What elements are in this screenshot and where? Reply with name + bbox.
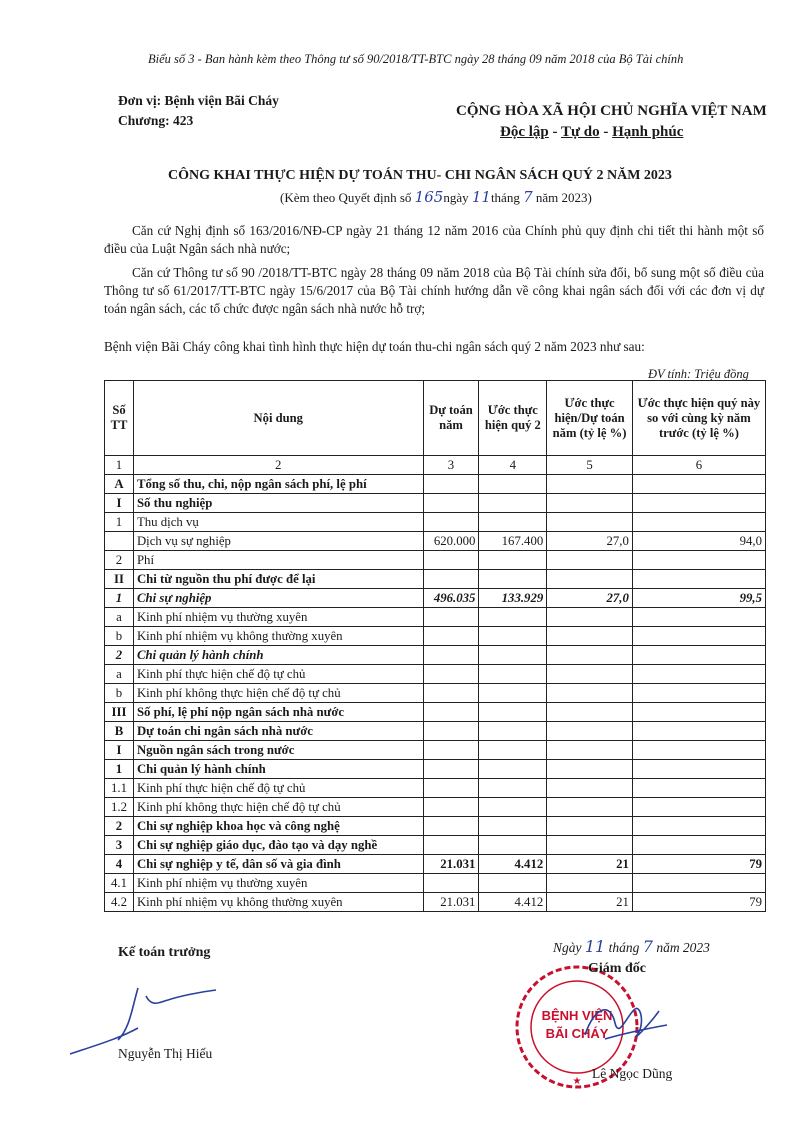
- row-content-cell: Dự toán chi ngân sách nhà nước: [133, 722, 423, 741]
- row-q2-estimate-cell: [479, 513, 547, 532]
- row-q2-estimate-cell: [479, 684, 547, 703]
- row-ratio-prev-year-cell: [632, 494, 765, 513]
- chief-accountant-title: Kế toán trưởng: [118, 945, 211, 960]
- row-ratio-prev-year-cell: [632, 608, 765, 627]
- table-row: [105, 798, 766, 817]
- row-content-cell: Chi sự nghiệp y tế, dân số và gia đình: [133, 855, 423, 874]
- row-content-cell: Chi quản lý hành chính: [133, 646, 423, 665]
- row-ratio-prev-year-cell: [632, 627, 765, 646]
- row-ratio-estimate-cell: [547, 665, 633, 684]
- row-stt-cell: 4.2: [105, 893, 134, 912]
- row-stt-cell: 4.1: [105, 874, 134, 893]
- row-stt-cell: 2: [105, 817, 134, 836]
- subtitle-text: (Kèm theo Quyết định số: [280, 190, 415, 205]
- row-content-cell: Kinh phí nhiệm vụ thường xuyên: [133, 608, 423, 627]
- stamp-line-2: BÃI CHÁY: [545, 1026, 609, 1041]
- signing-date: [553, 937, 710, 956]
- table-header-row: [105, 381, 766, 456]
- row-q2-estimate-cell: 133.929: [479, 589, 547, 608]
- row-annual-estimate-cell: [423, 874, 479, 893]
- table-row: [105, 475, 766, 494]
- row-stt-cell: 2: [105, 646, 134, 665]
- table-row: [105, 589, 766, 608]
- row-ratio-prev-year-cell: 99,5: [632, 589, 765, 608]
- row-annual-estimate-cell: 21.031: [423, 855, 479, 874]
- row-annual-estimate-cell: [423, 570, 479, 589]
- row-content-cell: Phí: [133, 551, 423, 570]
- col-header-q2-estimate: Ước thực hiện quý 2: [479, 381, 547, 456]
- row-q2-estimate-cell: 4.412: [479, 893, 547, 912]
- index-cell: 1: [105, 456, 134, 475]
- row-ratio-prev-year-cell: [632, 760, 765, 779]
- row-annual-estimate-cell: [423, 779, 479, 798]
- date-text: tháng: [605, 940, 643, 955]
- row-q2-estimate-cell: [479, 741, 547, 760]
- subtitle-text: năm 2023): [532, 190, 592, 205]
- row-q2-estimate-cell: [479, 817, 547, 836]
- row-ratio-estimate-cell: [547, 494, 633, 513]
- legal-basis-paragraph-1: [104, 222, 764, 258]
- row-content-cell: Chi sự nghiệp: [133, 589, 423, 608]
- paragraph-text: Căn cứ Nghị định số 163/2016/NĐ-CP ngày 21 tháng 12 năm 2016 của Chính phủ quy định chi tiết thi hành một số điều của Luật Ngân sách nhà nước;: [104, 223, 764, 256]
- subtitle-text: tháng: [490, 190, 524, 205]
- row-ratio-estimate-cell: [547, 627, 633, 646]
- row-ratio-prev-year-cell: [632, 513, 765, 532]
- row-ratio-prev-year-cell: [632, 722, 765, 741]
- row-q2-estimate-cell: [479, 646, 547, 665]
- row-stt-cell: 1: [105, 513, 134, 532]
- subtitle-text: ngày: [443, 190, 472, 205]
- unit-name: Đơn vị: Bệnh viện Bãi Cháy: [118, 93, 279, 108]
- table-row: [105, 703, 766, 722]
- row-stt-cell: b: [105, 684, 134, 703]
- table-row: [105, 874, 766, 893]
- row-annual-estimate-cell: 620.000: [423, 532, 479, 551]
- row-stt-cell: I: [105, 741, 134, 760]
- document-title: CÔNG KHAI THỰC HIỆN DỰ TOÁN THU- CHI NGÂN SÁCH QUÝ 2 NĂM 2023: [168, 168, 672, 183]
- row-q2-estimate-cell: [479, 874, 547, 893]
- row-q2-estimate-cell: [479, 665, 547, 684]
- row-ratio-estimate-cell: [547, 551, 633, 570]
- col-header-content: Nội dung: [133, 381, 423, 456]
- row-annual-estimate-cell: [423, 665, 479, 684]
- svg-text:★: ★: [572, 1076, 582, 1087]
- table-row: [105, 722, 766, 741]
- row-ratio-estimate-cell: [547, 684, 633, 703]
- budget-table: [104, 380, 766, 912]
- table-row: [105, 646, 766, 665]
- table-row: [105, 684, 766, 703]
- row-ratio-prev-year-cell: [632, 836, 765, 855]
- row-content-cell: Kinh phí thực hiện chế độ tự chủ: [133, 779, 423, 798]
- row-stt-cell: 2: [105, 551, 134, 570]
- col-header-stt: Số TT: [105, 381, 134, 456]
- row-ratio-estimate-cell: 21: [547, 855, 633, 874]
- table-row: [105, 551, 766, 570]
- row-ratio-estimate-cell: [547, 874, 633, 893]
- row-stt-cell: a: [105, 608, 134, 627]
- row-annual-estimate-cell: [423, 627, 479, 646]
- stamp-line-1: BỆNH VIỆN: [541, 1008, 613, 1023]
- row-annual-estimate-cell: [423, 513, 479, 532]
- table-row: [105, 570, 766, 589]
- row-stt-cell: b: [105, 627, 134, 646]
- row-q2-estimate-cell: [479, 779, 547, 798]
- row-ratio-prev-year-cell: [632, 741, 765, 760]
- row-ratio-prev-year-cell: [632, 798, 765, 817]
- row-ratio-prev-year-cell: 79: [632, 893, 765, 912]
- row-q2-estimate-cell: [479, 608, 547, 627]
- nation-title: CỘNG HÒA XÃ HỘI CHỦ NGHĨA VIỆT NAM: [456, 103, 767, 119]
- index-cell: 3: [423, 456, 479, 475]
- row-ratio-estimate-cell: [547, 741, 633, 760]
- row-ratio-estimate-cell: [547, 779, 633, 798]
- table-row: [105, 817, 766, 836]
- row-ratio-estimate-cell: [547, 722, 633, 741]
- row-annual-estimate-cell: [423, 684, 479, 703]
- header-note: Biểu số 3 - Ban hành kèm theo Thông tư số 90/2018/TT-BTC ngày 28 tháng 09 năm 2018 của Bộ Tài chính: [148, 52, 684, 66]
- row-ratio-prev-year-cell: [632, 665, 765, 684]
- row-stt-cell: a: [105, 665, 134, 684]
- motto-sep: -: [548, 124, 561, 140]
- row-ratio-prev-year-cell: [632, 874, 765, 893]
- row-stt-cell: 1: [105, 760, 134, 779]
- row-ratio-estimate-cell: 27,0: [547, 589, 633, 608]
- table-row: [105, 760, 766, 779]
- table-row: [105, 855, 766, 874]
- row-q2-estimate-cell: [479, 494, 547, 513]
- table-row: [105, 608, 766, 627]
- row-stt-cell: II: [105, 570, 134, 589]
- handwritten-decision-number: 165: [414, 188, 444, 206]
- row-annual-estimate-cell: [423, 551, 479, 570]
- intro-paragraph: [104, 338, 764, 356]
- row-stt-cell: III: [105, 703, 134, 722]
- row-content-cell: Kinh phí không thực hiện chế độ tự chủ: [133, 684, 423, 703]
- row-content-cell: Dịch vụ sự nghiệp: [133, 532, 423, 551]
- row-q2-estimate-cell: [479, 703, 547, 722]
- row-content-cell: Chi từ nguồn thu phí được để lại: [133, 570, 423, 589]
- chapter-code: Chương: 423: [118, 113, 194, 128]
- table-row: [105, 836, 766, 855]
- row-stt-cell: 4: [105, 855, 134, 874]
- row-annual-estimate-cell: [423, 494, 479, 513]
- row-content-cell: Số thu nghiệp: [133, 494, 423, 513]
- table-row: [105, 494, 766, 513]
- table-row: [105, 741, 766, 760]
- row-stt-cell: 1: [105, 589, 134, 608]
- row-annual-estimate-cell: 21.031: [423, 893, 479, 912]
- legal-basis-paragraph-2: [104, 264, 764, 318]
- row-q2-estimate-cell: [479, 475, 547, 494]
- motto-part: Tự do: [560, 124, 600, 140]
- row-annual-estimate-cell: [423, 798, 479, 817]
- row-content-cell: Chi quản lý hành chính: [133, 760, 423, 779]
- row-stt-cell: I: [105, 494, 134, 513]
- row-annual-estimate-cell: [423, 741, 479, 760]
- motto-part: Hạnh phúc: [612, 124, 684, 140]
- row-q2-estimate-cell: [479, 551, 547, 570]
- row-q2-estimate-cell: 4.412: [479, 855, 547, 874]
- row-ratio-estimate-cell: [547, 646, 633, 665]
- row-ratio-estimate-cell: 21: [547, 893, 633, 912]
- row-annual-estimate-cell: [423, 817, 479, 836]
- row-stt-cell: 1.1: [105, 779, 134, 798]
- paragraph-text: Bệnh viện Bãi Cháy công khai tình hình thực hiện dự toán thu-chi ngân sách quý 2 năm 2023 như sau:: [104, 339, 645, 354]
- row-stt-cell: A: [105, 475, 134, 494]
- table-row: [105, 532, 766, 551]
- table-row: [105, 513, 766, 532]
- index-cell: 6: [632, 456, 765, 475]
- row-q2-estimate-cell: 167.400: [479, 532, 547, 551]
- row-content-cell: Kinh phí nhiệm vụ thường xuyên: [133, 874, 423, 893]
- row-content-cell: Chi sự nghiệp giáo dục, đào tạo và dạy nghề: [133, 836, 423, 855]
- row-annual-estimate-cell: [423, 722, 479, 741]
- row-q2-estimate-cell: [479, 722, 547, 741]
- document-subtitle: [280, 188, 592, 206]
- table-row: [105, 665, 766, 684]
- col-header-ratio-estimate: Ước thực hiện/Dự toán năm (tỷ lệ %): [547, 381, 633, 456]
- col-header-ratio-prev-year: Ước thực hiện quý này so với cùng kỳ năm trước (tỷ lệ %): [632, 381, 765, 456]
- row-q2-estimate-cell: [479, 798, 547, 817]
- row-q2-estimate-cell: [479, 570, 547, 589]
- row-stt-cell: 3: [105, 836, 134, 855]
- row-ratio-prev-year-cell: 94,0: [632, 532, 765, 551]
- currency-unit-note: ĐV tính: Triệu đồng: [648, 367, 749, 381]
- row-annual-estimate-cell: [423, 608, 479, 627]
- row-ratio-prev-year-cell: [632, 779, 765, 798]
- row-ratio-estimate-cell: [547, 570, 633, 589]
- row-q2-estimate-cell: [479, 760, 547, 779]
- row-annual-estimate-cell: 496.035: [423, 589, 479, 608]
- row-ratio-estimate-cell: 27,0: [547, 532, 633, 551]
- row-ratio-estimate-cell: [547, 798, 633, 817]
- table-row: [105, 627, 766, 646]
- row-q2-estimate-cell: [479, 627, 547, 646]
- motto-sep: -: [599, 124, 613, 140]
- row-ratio-prev-year-cell: [632, 475, 765, 494]
- date-text: năm 2023: [652, 940, 710, 955]
- row-ratio-prev-year-cell: [632, 570, 765, 589]
- row-ratio-estimate-cell: [547, 760, 633, 779]
- handwritten-day: 11: [471, 188, 491, 206]
- chief-accountant-name: Nguyễn Thị Hiếu: [118, 1046, 213, 1061]
- index-cell: 4: [479, 456, 547, 475]
- row-content-cell: Số phí, lệ phí nộp ngân sách nhà nước: [133, 703, 423, 722]
- index-cell: 5: [547, 456, 633, 475]
- row-annual-estimate-cell: [423, 475, 479, 494]
- row-ratio-prev-year-cell: [632, 646, 765, 665]
- row-ratio-prev-year-cell: [632, 703, 765, 722]
- row-ratio-estimate-cell: [547, 608, 633, 627]
- row-content-cell: Kinh phí không thực hiện chế độ tự chủ: [133, 798, 423, 817]
- col-header-annual-estimate: Dự toán năm: [423, 381, 479, 456]
- row-q2-estimate-cell: [479, 836, 547, 855]
- row-content-cell: Thu dịch vụ: [133, 513, 423, 532]
- director-name: Lê Ngọc Dũng: [592, 1066, 673, 1081]
- row-annual-estimate-cell: [423, 836, 479, 855]
- row-ratio-prev-year-cell: [632, 817, 765, 836]
- row-stt-cell: B: [105, 722, 134, 741]
- index-cell: 2: [133, 456, 423, 475]
- row-annual-estimate-cell: [423, 760, 479, 779]
- row-content-cell: Kinh phí thực hiện chế độ tự chủ: [133, 665, 423, 684]
- row-ratio-estimate-cell: [547, 817, 633, 836]
- handwritten-month: 7: [523, 188, 533, 206]
- date-text: Ngày: [553, 940, 585, 955]
- row-ratio-estimate-cell: [547, 475, 633, 494]
- row-ratio-estimate-cell: [547, 836, 633, 855]
- row-ratio-estimate-cell: [547, 703, 633, 722]
- row-stt-cell: [105, 532, 134, 551]
- row-annual-estimate-cell: [423, 646, 479, 665]
- row-stt-cell: 1.2: [105, 798, 134, 817]
- row-ratio-prev-year-cell: [632, 551, 765, 570]
- table-row: [105, 893, 766, 912]
- row-ratio-prev-year-cell: 79: [632, 855, 765, 874]
- row-content-cell: Chi sự nghiệp khoa học và công nghệ: [133, 817, 423, 836]
- row-content-cell: Nguồn ngân sách trong nước: [133, 741, 423, 760]
- row-ratio-estimate-cell: [547, 513, 633, 532]
- director-signature: [575, 995, 675, 1055]
- row-content-cell: Kinh phí nhiệm vụ không thường xuyên: [133, 893, 423, 912]
- director-title: Giám đốc: [588, 961, 646, 976]
- paragraph-text: Căn cứ Thông tư số 90 /2018/TT-BTC ngày 28 tháng 09 năm 2018 của Bộ Tài chính sửa đổi, bổ sung một số điều của Thông tư số 61/2017/TT-BTC ngày 15/6/2017 của Bộ Tài chính hướng dẫn về công khai ngân sách đối với các đơn vị dự toán ngân sách, các tổ chức được ngân sách nhà nước hỗ trợ;: [104, 265, 764, 316]
- table-row: [105, 779, 766, 798]
- row-content-cell: Kinh phí nhiệm vụ không thường xuyên: [133, 627, 423, 646]
- national-motto: [500, 124, 683, 141]
- motto-part: Độc lập: [500, 124, 549, 140]
- handwritten-month: 7: [642, 937, 653, 956]
- row-ratio-prev-year-cell: [632, 684, 765, 703]
- handwritten-day: 11: [584, 937, 606, 956]
- row-content-cell: Tổng số thu, chi, nộp ngân sách phí, lệ phí: [133, 475, 423, 494]
- table-index-row: [105, 456, 766, 475]
- row-annual-estimate-cell: [423, 703, 479, 722]
